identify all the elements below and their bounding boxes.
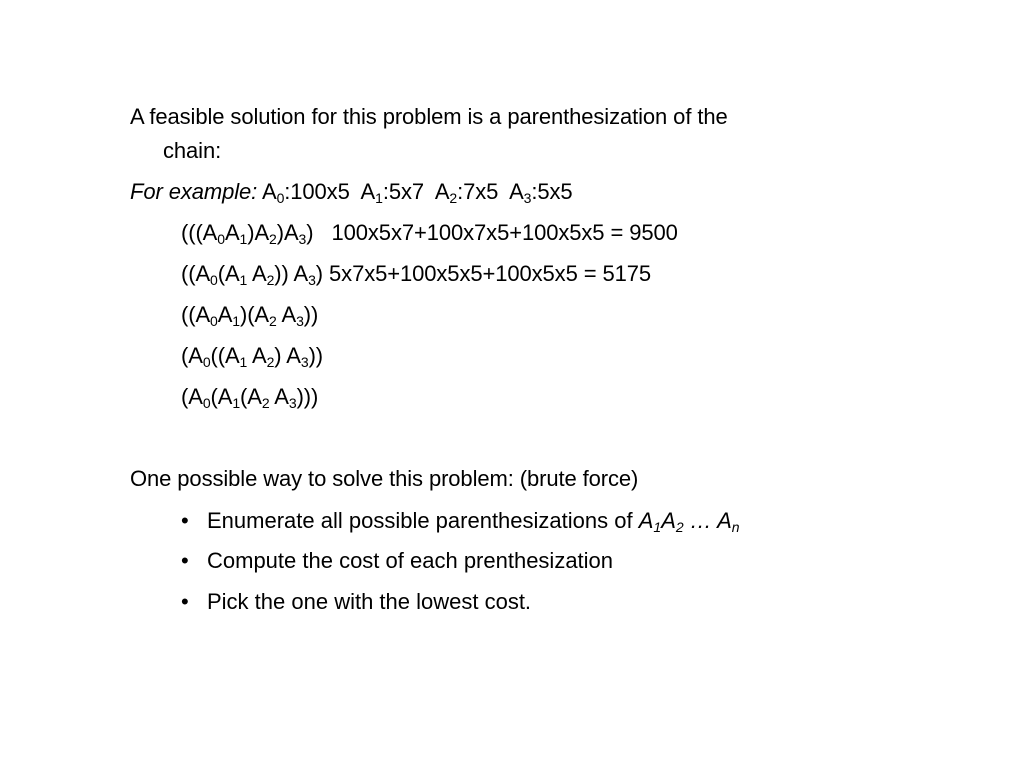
parenthesization-3: ($(A_0A_1)(A_2$ $A_3$))	[181, 302, 319, 329]
matrix-a1: $A_1:5x7$	[360, 179, 424, 206]
bullet-icon: •	[181, 589, 189, 614]
example-label: For example:	[130, 179, 258, 204]
paragraph1-line1: A feasible solution for this problem is a parenthesization of the	[130, 104, 728, 129]
matrix-a3: $A_3:5x5$	[509, 179, 573, 206]
parenthesization-5: ($A_0(A_1(A_2$ $A_3$)))	[181, 384, 319, 411]
bullet-2: • Compute the cost of each prenthesization	[181, 545, 613, 577]
bullet-icon: •	[181, 508, 189, 533]
cost-2: 5x7x5+100x5x5+100x5x5 = 5175	[329, 261, 652, 286]
example-line	[130, 176, 573, 208]
matrix-a0: $A_0:100x5$	[262, 179, 350, 206]
bullet-1: • Enumerate all possible parenthesizations of $A_1A_2$ … $A_n$	[181, 505, 740, 537]
bullet-3: • Pick the one with the lowest cost.	[181, 586, 531, 618]
bullet-icon: •	[181, 548, 189, 573]
cost-1: 100x5x7+100x7x5+100x5x5 = 9500	[331, 220, 678, 245]
matrix-a2: $A_2:7x5$	[434, 179, 499, 206]
paragraph1-line2: chain:	[163, 138, 222, 163]
parenthesization-4: ($A_0((A_1$ $A_2$) $A_3$))	[181, 343, 324, 370]
chain-expression: $A_1A_2$ … $A_n$	[638, 508, 740, 535]
paragraph2: One possible way to solve this problem: (brute force)	[130, 466, 639, 491]
parenthesization-1: $(((A_0A_1)A_2)A_3)$ 100x5x7+100x7x5+100x5x5 = 9500	[181, 220, 678, 247]
parenthesization-2: (($A_0(A_1$ $A_2$)) $A_3$) 5x7x5+100x5x5+100x5x5 = 5175	[181, 261, 652, 288]
